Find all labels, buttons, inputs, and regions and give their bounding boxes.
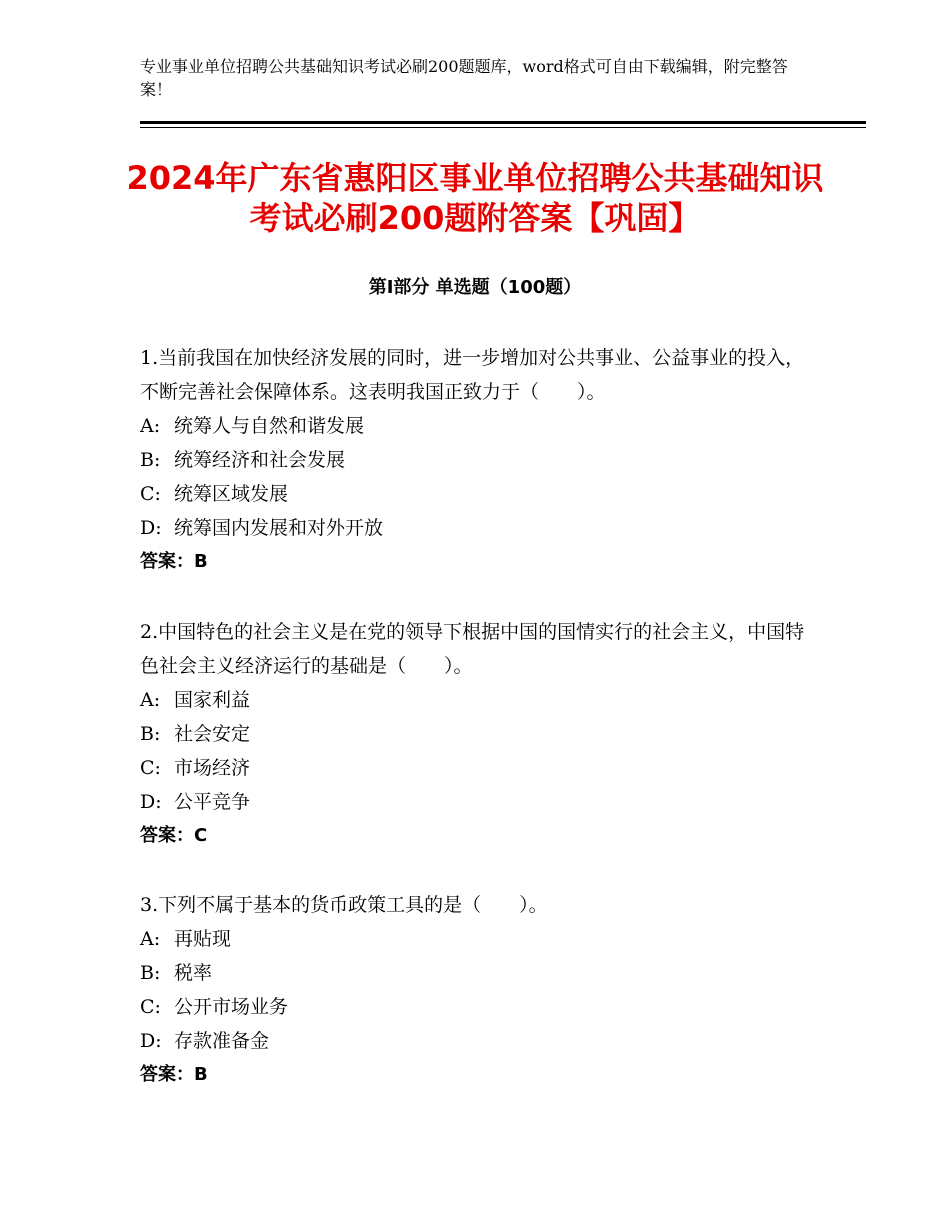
option-d bbox=[140, 785, 810, 819]
header-divider-thin bbox=[140, 127, 866, 128]
header-divider bbox=[140, 121, 866, 124]
option-letter: B: bbox=[140, 449, 161, 471]
section-heading: 第Ⅰ部分 单选题（100题） bbox=[368, 277, 582, 298]
option-b bbox=[140, 443, 810, 477]
option-a bbox=[140, 683, 810, 717]
option-letter: A: bbox=[140, 415, 161, 437]
option-d bbox=[140, 511, 810, 545]
option-letter: A: bbox=[140, 928, 161, 950]
option-letter: C: bbox=[140, 483, 161, 505]
question-1 bbox=[140, 341, 810, 579]
question-stem: 3.下列不属于基本的货币政策工具的是（ ）。 bbox=[140, 894, 548, 916]
document-title: 2024年广东省惠阳区事业单位招聘公共基础知识考试必刷200题附答案【巩固】 bbox=[126, 159, 824, 237]
option-letter: C: bbox=[140, 996, 161, 1018]
option-text: 社会安定 bbox=[174, 723, 251, 745]
option-text: 存款准备金 bbox=[174, 1030, 270, 1052]
option-text: 国家利益 bbox=[174, 689, 251, 711]
option-letter: A: bbox=[140, 689, 161, 711]
option-text: 统筹国内发展和对外开放 bbox=[174, 517, 384, 539]
option-text: 统筹人与自然和谐发展 bbox=[174, 415, 365, 437]
question-2 bbox=[140, 615, 810, 853]
answer: 答案：B bbox=[140, 551, 208, 572]
option-text: 税率 bbox=[174, 962, 213, 984]
option-text: 公开市场业务 bbox=[174, 996, 289, 1018]
option-b bbox=[140, 717, 810, 751]
option-letter: C: bbox=[140, 757, 161, 779]
header-note: 专业事业单位招聘公共基础知识考试必刷200题题库，word格式可自由下载编辑，附完整答案！ bbox=[140, 57, 788, 99]
option-text: 统筹区域发展 bbox=[174, 483, 289, 505]
option-letter: D: bbox=[140, 517, 162, 539]
option-c bbox=[140, 751, 810, 785]
question-stem: 1.当前我国在加快经济发展的同时，进一步增加对公共事业、公益事业的投入，不断完善社会保障体系。这表明我国正致力于（ ）。 bbox=[140, 347, 805, 403]
question-stem: 2.中国特色的社会主义是在党的领导下根据中国的国情实行的社会主义，中国特色社会主义经济运行的基础是（ ）。 bbox=[140, 621, 805, 677]
option-d bbox=[140, 1024, 810, 1058]
option-b bbox=[140, 956, 810, 990]
option-letter: D: bbox=[140, 1030, 162, 1052]
option-text: 统筹经济和社会发展 bbox=[174, 449, 346, 471]
answer: 答案：B bbox=[140, 1064, 208, 1085]
option-letter: B: bbox=[140, 723, 161, 745]
option-text: 再贴现 bbox=[174, 928, 232, 950]
option-a bbox=[140, 409, 810, 443]
question-3 bbox=[140, 888, 810, 1092]
answer: 答案：C bbox=[140, 825, 208, 846]
option-letter: D: bbox=[140, 791, 162, 813]
option-text: 市场经济 bbox=[174, 757, 251, 779]
option-letter: B: bbox=[140, 962, 161, 984]
option-c bbox=[140, 477, 810, 511]
option-text: 公平竞争 bbox=[174, 791, 251, 813]
option-c bbox=[140, 990, 810, 1024]
option-a bbox=[140, 922, 810, 956]
